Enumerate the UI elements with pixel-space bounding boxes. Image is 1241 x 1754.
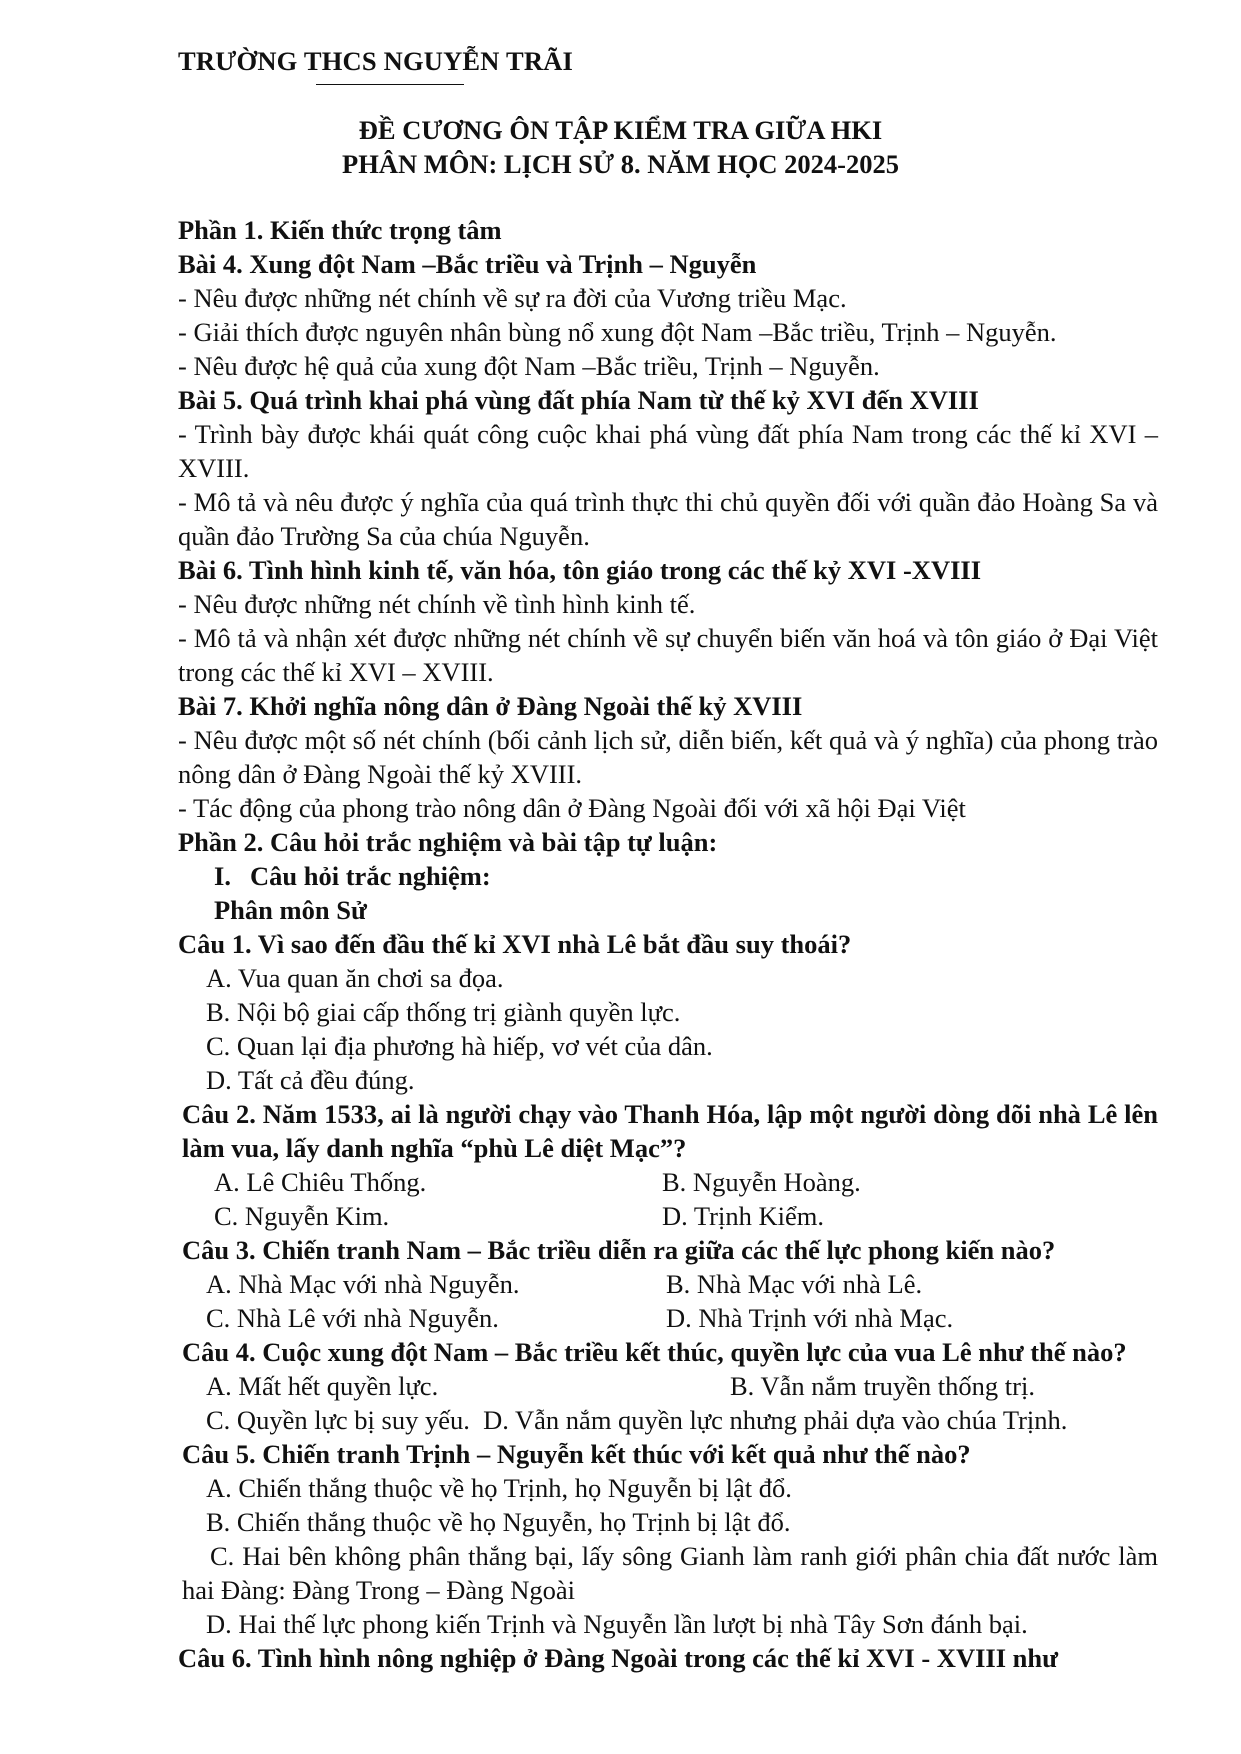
section-title: Câu hỏi trắc nghiệm: bbox=[250, 861, 491, 891]
answer-option: B. Nhà Mạc với nhà Lê. bbox=[666, 1269, 923, 1299]
question: Câu 4. Cuộc xung đột Nam – Bắc triều kết thúc, quyền lực của vua Lê như thế nào? bbox=[182, 1337, 1127, 1367]
answer-option: D. Nhà Trịnh với nhà Mạc. bbox=[666, 1303, 954, 1333]
lesson-title: Bài 5. Quá trình khai phá vùng đất phía Nam từ thế kỷ XVI đến XVIII bbox=[178, 385, 979, 415]
answer-row bbox=[178, 1267, 1158, 1301]
document-body bbox=[178, 213, 1158, 1675]
section-heading bbox=[178, 859, 1158, 893]
answer-option: C. Nguyễn Kim. bbox=[214, 1201, 390, 1231]
answer-option: D. Trịnh Kiểm. bbox=[662, 1201, 824, 1231]
answer-option: B. Nội bộ giai cấp thống trị giành quyền lực. bbox=[206, 997, 681, 1027]
answer-option: A. Mất hết quyền lực. bbox=[206, 1371, 439, 1401]
answer-option: A. Vua quan ăn chơi sa đọa. bbox=[206, 963, 504, 993]
lesson-point: - Tác động của phong trào nông dân ở Đàng Ngoài đối với xã hội Đại Việt bbox=[178, 793, 966, 823]
question: Câu 5. Chiến tranh Trịnh – Nguyễn kết thúc với kết quả như thế nào? bbox=[182, 1439, 971, 1469]
answer-row bbox=[178, 1369, 1158, 1403]
lesson-title: Bài 7. Khởi nghĩa nông dân ở Đàng Ngoài thế kỷ XVIII bbox=[178, 691, 803, 721]
answer-option: D. Tất cả đều đúng. bbox=[206, 1065, 415, 1095]
lesson-point: - Giải thích được nguyên nhân bùng nổ xung đột Nam –Bắc triều, Trịnh – Nguyễn. bbox=[178, 317, 1057, 347]
lesson-point: - Nêu được những nét chính về sự ra đời của Vương triều Mạc. bbox=[178, 283, 847, 313]
lesson-point: - Trình bày được khái quát công cuộc khai phá vùng đất phía Nam trong các thế kỉ XVI – XVIII. bbox=[178, 419, 1158, 483]
answer-row bbox=[178, 1403, 1158, 1437]
answer-option: D. Hai thế lực phong kiến Trịnh và Nguyễn lần lượt bị nhà Tây Sơn đánh bại. bbox=[206, 1609, 1028, 1639]
answer-row bbox=[178, 1165, 1158, 1199]
document-title: ĐỀ CƯƠNG ÔN TẬP KIỂM TRA GIỮA HKI bbox=[358, 115, 883, 145]
answer-option: B. Chiến thắng thuộc về họ Nguyễn, họ Trịnh bị lật đổ. bbox=[206, 1507, 791, 1537]
answer-option: A. Nhà Mạc với nhà Nguyễn. bbox=[206, 1269, 520, 1299]
lesson-title: Bài 6. Tình hình kinh tế, văn hóa, tôn giáo trong các thế kỷ XVI -XVIII bbox=[178, 555, 982, 585]
answer-option: A. Lê Chiêu Thống. bbox=[214, 1167, 427, 1197]
question: Câu 1. Vì sao đến đầu thế kỉ XVI nhà Lê bắt đầu suy thoái? bbox=[178, 929, 852, 959]
subject-heading: Phân môn Sử bbox=[214, 895, 367, 925]
answer-option: A. Chiến thắng thuộc về họ Trịnh, họ Nguyễn bị lật đổ. bbox=[206, 1473, 792, 1503]
answer-option: C. Quyền lực bị suy yếu. bbox=[206, 1405, 470, 1435]
answer-option: C. Hai bên không phân thắng bại, lấy sông Gianh làm ranh giới phân chia đất nước làm hai Đàng: Đàng Trong – Đàng Ngoài bbox=[182, 1541, 1158, 1605]
question: Câu 6. Tình hình nông nghiệp ở Đàng Ngoài trong các thế kỉ XVI - XVIII như bbox=[178, 1643, 1059, 1673]
school-name: TRƯỜNG THCS NGUYỄN TRÃI bbox=[178, 46, 574, 76]
answer-option: B. Nguyễn Hoàng. bbox=[662, 1167, 861, 1197]
lesson-point: - Nêu được hệ quả của xung đột Nam –Bắc triều, Trịnh – Nguyễn. bbox=[178, 351, 880, 381]
answer-option: B. Vẫn nắm truyền thống trị. bbox=[730, 1371, 1035, 1401]
part1-heading: Phần 1. Kiến thức trọng tâm bbox=[178, 215, 502, 245]
school-underline bbox=[316, 84, 464, 85]
question: Câu 3. Chiến tranh Nam – Bắc triều diễn ra giữa các thế lực phong kiến nào? bbox=[182, 1235, 1056, 1265]
part2-heading: Phần 2. Câu hỏi trắc nghiệm và bài tập tự luận: bbox=[178, 827, 718, 857]
lesson-point: - Mô tả và nhận xét được những nét chính về sự chuyển biến văn hoá và tôn giáo ở Đại Việt trong các thế kỉ XVI – XVIII. bbox=[178, 623, 1158, 687]
lesson-point: - Nêu được những nét chính về tình hình kinh tế. bbox=[178, 589, 696, 619]
lesson-title: Bài 4. Xung đột Nam –Bắc triều và Trịnh – Nguyễn bbox=[178, 249, 757, 279]
document-subtitle: PHÂN MÔN: LỊCH SỬ 8. NĂM HỌC 2024-2025 bbox=[342, 149, 899, 179]
answer-row bbox=[178, 1301, 1158, 1335]
section-number: I. bbox=[214, 861, 231, 891]
answer-option: C. Nhà Lê với nhà Nguyễn. bbox=[206, 1303, 499, 1333]
lesson-point: - Mô tả và nêu được ý nghĩa của quá trình thực thi chủ quyền đối với quần đảo Hoàng Sa và quần đảo Trường Sa của chúa Nguyễn. bbox=[178, 487, 1158, 551]
answer-row bbox=[178, 1199, 1158, 1233]
answer-option: D. Vẫn nắm quyền lực nhưng phải dựa vào chúa Trịnh. bbox=[483, 1405, 1068, 1435]
lesson-point: - Nêu được một số nét chính (bối cảnh lịch sử, diễn biến, kết quả và ý nghĩa) của phong trào nông dân ở Đàng Ngoài thế kỷ XVIII. bbox=[178, 725, 1158, 789]
answer-option: C. Quan lại địa phương hà hiếp, vơ vét của dân. bbox=[206, 1031, 713, 1061]
question: Câu 2. Năm 1533, ai là người chạy vào Thanh Hóa, lập một người dòng dõi nhà Lê lên làm vua, lấy danh nghĩa “phù Lê diệt Mạc”? bbox=[182, 1099, 1158, 1163]
